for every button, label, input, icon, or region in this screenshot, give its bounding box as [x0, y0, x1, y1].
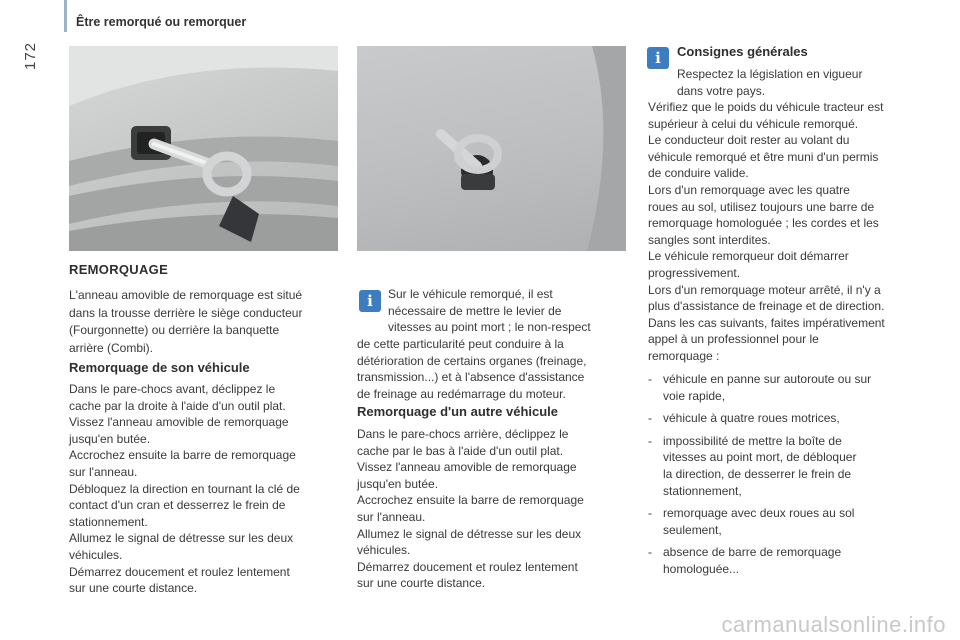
list-item: - véhicule à quatre roues motrices, — [648, 410, 918, 427]
own-vehicle-text: Dans le pare-chocs avant, déclippez le cache par la droite à l'aide d'un outil plat. Vissez l'anneau amovible de remorquage jusqu'en butée. Accrochez ensuite la barre de remorquage sur l'anneau. Débloquez la direction en tournant la clé de contact d'un cran et desserrez le frein de stationnement. Allumez le signal de détresse sur les deux véhicules. Démarrez doucement et roulez lentement sur une courte distance. — [69, 382, 300, 596]
general-bullet-list — [648, 371, 918, 584]
general-lead: Respectez la législation en vigueur dans votre pays. — [677, 67, 863, 98]
other-vehicle-text: Dans le pare-chocs arrière, déclippez le cache par le bas à l'aide d'un outil plat. Vissez l'anneau amovible de remorquage jusqu'en butée. Accrochez ensuite la barre de remorquage sur l'anneau. Allumez le signal de détresse sur les deux véhicules. Démarrez doucement et roulez lentement sur une courte distance. — [357, 427, 584, 591]
list-item: - impossibilité de mettre la boîte de vitesses au point mort, de débloquer la direction, de desserrer le frein de stationnement, — [648, 433, 918, 499]
other-vehicle-title: Remorquage d'un autre véhicule — [357, 404, 559, 419]
front-bumper-photo — [69, 46, 338, 251]
front-bumper-illustration — [69, 46, 338, 251]
note-text: de cette particularité peut conduire à la détérioration de certains organes (freinage, transmission...) et à l'absence d'assistance de freinage au redémarrage du moteur. — [357, 337, 587, 401]
watermark-text: carmanualsonline.info — [721, 612, 946, 637]
page-header-title: Être remorqué ou remorquer — [76, 15, 247, 29]
list-item: - absence de barre de remorquage homologuée... — [648, 544, 918, 577]
info-icon: i — [359, 290, 381, 312]
list-item: - remorquage avec deux roues au sol seulement, — [648, 505, 918, 538]
section-intro: L'anneau amovible de remorquage est situé dans la trousse derrière le siège conducteur (Fourgonnette) ou derrière la banquette arrière (Combi). — [69, 288, 303, 355]
header-accent-bar — [64, 0, 67, 32]
own-vehicle-title: Remorquage de son véhicule — [69, 360, 250, 375]
note-text-indented: Sur le véhicule remorqué, il est nécessaire de mettre le levier de vitesses au point mort ; le non-respect — [388, 287, 591, 335]
general-title: Consignes générales — [677, 44, 808, 59]
info-icon: i — [647, 47, 669, 69]
list-item: - véhicule en panne sur autoroute ou sur voie rapide, — [648, 371, 918, 404]
rear-bumper-photo — [357, 46, 626, 251]
page-number: 172 — [22, 41, 39, 70]
general-text: Vérifiez que le poids du véhicule tracteur est supérieur à celui du véhicule remorqué. Le conducteur doit rester au volant du véhicule remorqué et être muni d'un permis de conduire valide. Lors d'un remorquage avec les quatre roues au sol, utilisez toujours une barre de remorquage homologuée ; les cordes et les sangles sont interdites. Le véhicule remorqueur doit démarrer progressivement. Lors d'un remorquage moteur arrêté, il n'y a plus d'assistance de freinage et de direction. Dans les cas suivants, faites impérativement appel à un professionnel pour le remorquage : — [648, 100, 885, 363]
section-title: REMORQUAGE — [69, 262, 169, 277]
rear-bumper-illustration — [357, 46, 626, 251]
